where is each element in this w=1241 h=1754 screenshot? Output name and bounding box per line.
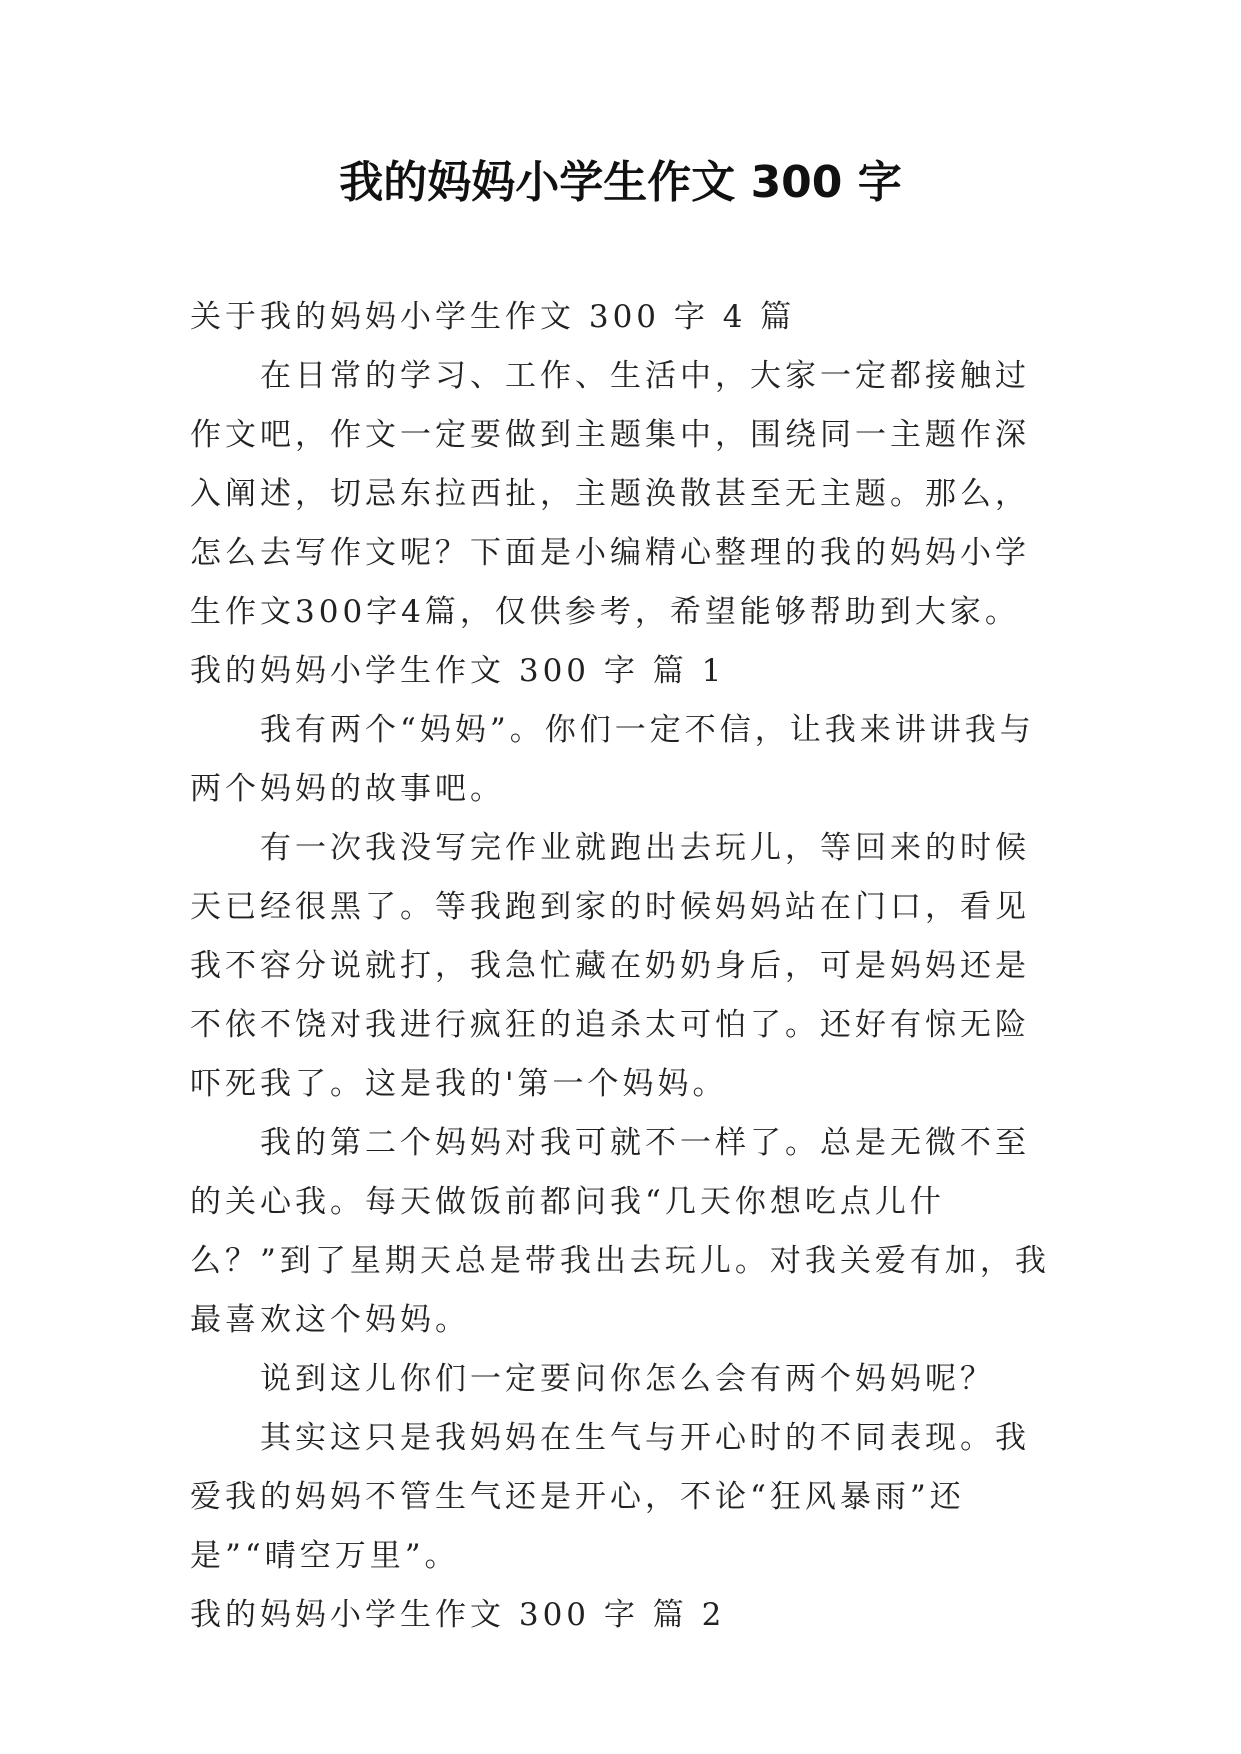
essay-1-paragraph-4: 说到这儿你们一定要问你怎么会有两个妈妈呢？ [260,1361,995,1397]
document-body [190,288,1052,1645]
intro-heading: 关于我的妈妈小学生作文 300 字 4 篇 [190,299,796,335]
essay-2-heading: 我的妈妈小学生作文 300 字 篇 2 [190,1597,726,1633]
essay-1-paragraph-1: 我有两个“妈妈”。你们一定不信，让我来讲讲我与两个妈妈的故事吧。 [190,712,1035,807]
intro-paragraph: 在日常的学习、工作、生活中，大家一定都接触过作文吧，作文一定要做到主题集中，围绕同一主题作深入阐述，切忌东拉西扯，主题涣散甚至无主题。那么，怎么去写作文呢？下面是小编精心整理的我的妈妈小学生作文300字4篇，仅供参考，希望能够帮助到大家。 [190,358,1030,630]
essay-1-heading: 我的妈妈小学生作文 300 字 篇 1 [190,653,726,689]
essay-1-paragraph-2: 有一次我没写完作业就跑出去玩儿，等回来的时候天已经很黑了。等我跑到家的时候妈妈站在门口，看见我不容分说就打，我急忙藏在奶奶身后，可是妈妈还是不依不饶对我进行疯狂的追杀太可怕了。还好有惊无险吓死我了。这是我的'第一个妈妈。 [190,830,1030,1102]
document-title: 我的妈妈小学生作文 300 字 [339,157,902,208]
essay-1-paragraph-3: 我的第二个妈妈对我可就不一样了。总是无微不至的关心我。每天做饭前都问我“几天你想吃点儿什么？”到了星期天总是带我出去玩儿。对我关爱有加，我最喜欢这个妈妈。 [190,1125,1050,1338]
essay-1-paragraph-5: 其实这只是我妈妈在生气与开心时的不同表现。我爱我的妈妈不管生气还是开心，不论“狂风暴雨”还是”“晴空万里”。 [190,1420,1030,1574]
